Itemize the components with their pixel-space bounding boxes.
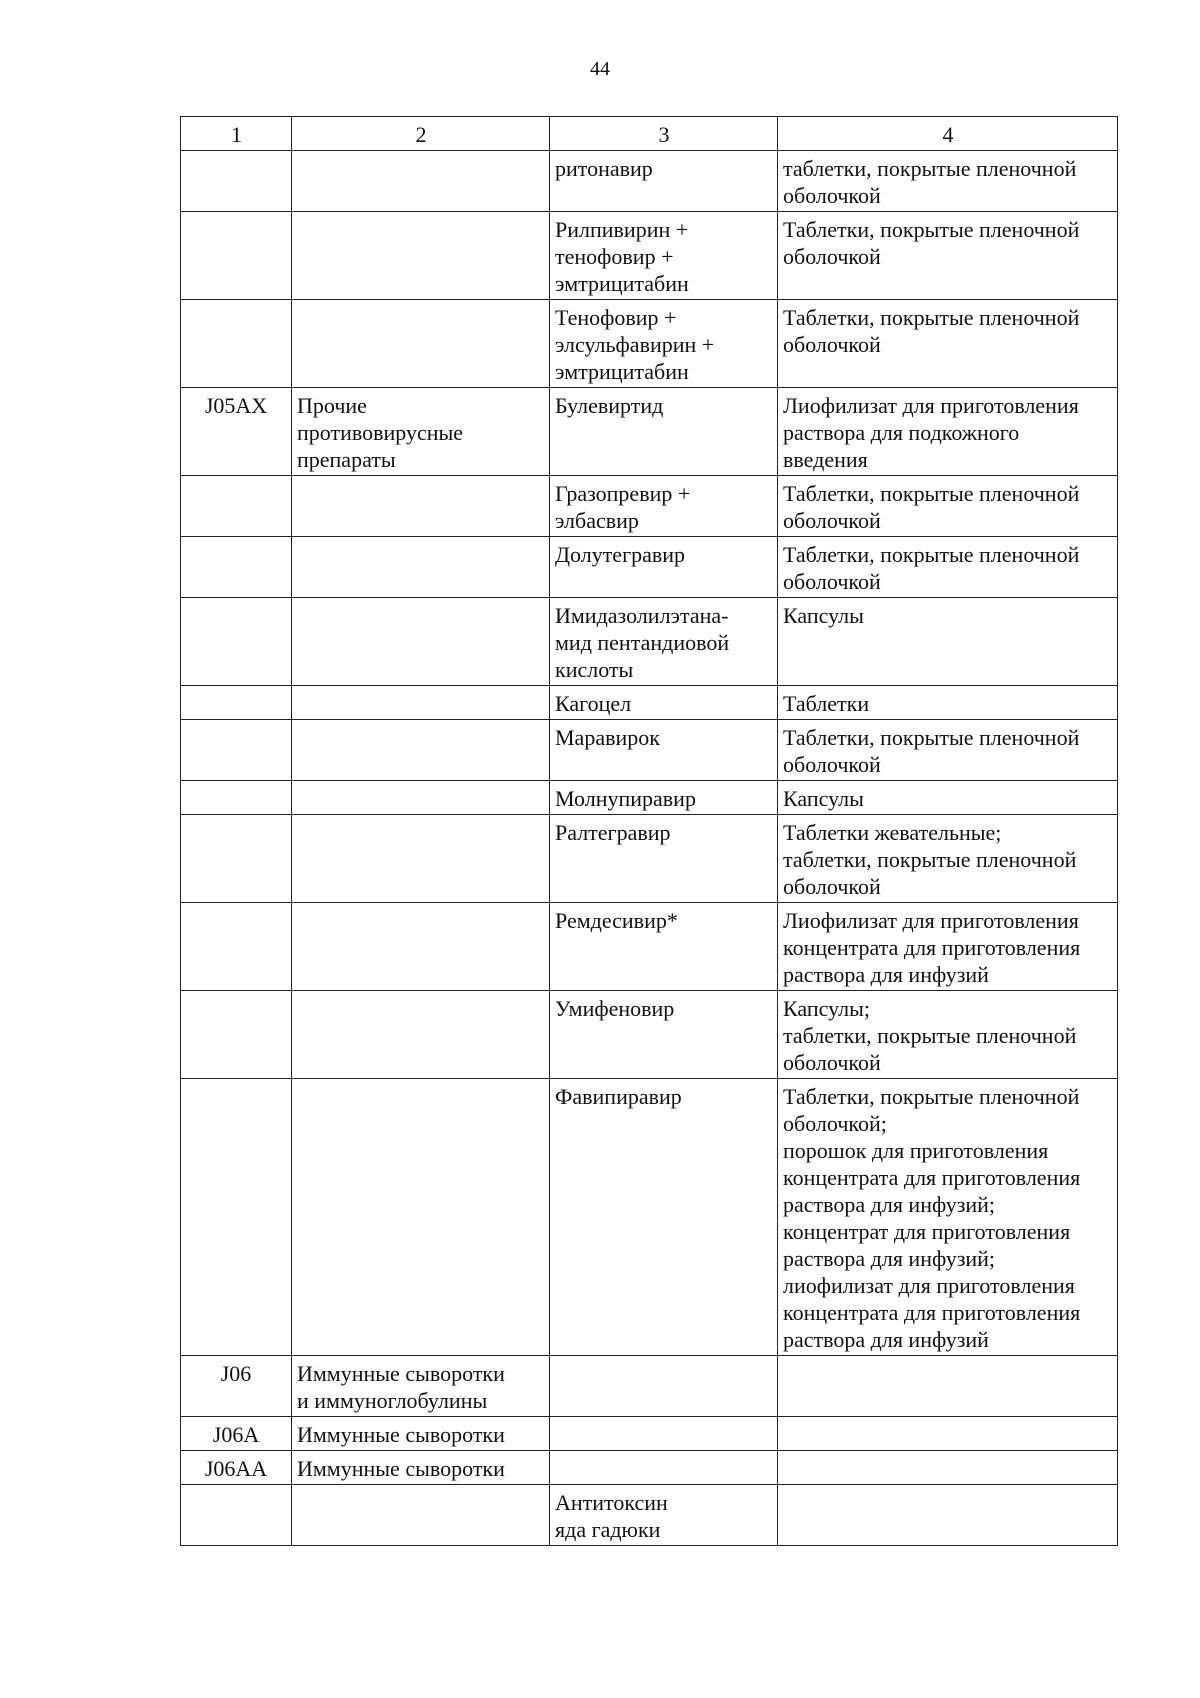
table-row	[181, 991, 1118, 1079]
drug-name-line: Имидазолилэтана-	[555, 603, 729, 628]
dosage-form-line: оболочкой	[783, 1050, 881, 1075]
atc-code-cell	[181, 903, 292, 991]
table-row	[181, 781, 1118, 815]
drug-name-cell	[550, 991, 778, 1079]
atc-code-cell	[181, 151, 292, 212]
dosage-form-cell	[778, 1079, 1118, 1356]
dosage-form-line: Таблетки, покрытые пленочной	[783, 542, 1080, 567]
pharmacological-group-cell	[292, 300, 550, 388]
table-row	[181, 300, 1118, 388]
pharmacological-group-cell	[292, 151, 550, 212]
pharmacological-group-cell	[292, 537, 550, 598]
drug-name-cell	[550, 1417, 778, 1451]
dosage-form-line: Таблетки, покрытые пленочной	[783, 725, 1080, 750]
drug-name-cell	[550, 598, 778, 686]
table-row	[181, 1079, 1118, 1356]
dosage-form-line: концентрат для приготовления	[783, 1219, 1071, 1244]
table-row	[181, 151, 1118, 212]
dosage-form-line: лиофилизат для приготовления	[783, 1273, 1075, 1298]
atc-code-cell	[181, 686, 292, 720]
table-body	[181, 151, 1118, 1546]
pharmacological-group-cell	[292, 598, 550, 686]
pharmacological-group-cell	[292, 1356, 550, 1417]
dosage-form-cell	[778, 598, 1118, 686]
drug-name-cell	[550, 537, 778, 598]
pharmacological-group-cell	[292, 1079, 550, 1356]
drug-name-cell	[550, 815, 778, 903]
atc-code-cell	[181, 991, 292, 1079]
drug-name-cell	[550, 388, 778, 476]
pharmacological-group-line: и иммуноглобулины	[297, 1388, 488, 1413]
drug-name-cell	[550, 1079, 778, 1356]
table-row	[181, 388, 1118, 476]
table-row	[181, 476, 1118, 537]
pharmacological-group-cell	[292, 476, 550, 537]
dosage-form-cell	[778, 388, 1118, 476]
atc-code-cell	[181, 300, 292, 388]
drug-name-line: эмтрицитабин	[555, 271, 689, 296]
dosage-form-line: оболочкой	[783, 508, 881, 533]
atc-code-cell	[181, 537, 292, 598]
dosage-form-line: раствора для инфузий;	[783, 1192, 996, 1217]
pharmacological-group-cell	[292, 903, 550, 991]
atc-code-cell	[181, 815, 292, 903]
dosage-form-line: таблетки, покрытые пленочной	[783, 156, 1077, 181]
dosage-form-line: оболочкой	[783, 183, 881, 208]
dosage-form-line: порошок для приготовления	[783, 1138, 1049, 1163]
pharmacological-group-line: Прочие	[297, 393, 367, 418]
table-row	[181, 1485, 1118, 1546]
drug-name-line: элбасвир	[555, 508, 639, 533]
dosage-form-line: раствора для инфузий;	[783, 1246, 996, 1271]
pharmacological-group-line: Иммунные сыворотки	[297, 1456, 505, 1481]
table-row	[181, 1417, 1118, 1451]
column-header-4: 4	[778, 117, 1118, 151]
drug-name-line: элсульфавирин +	[555, 332, 715, 357]
pharmacological-group-line: противовирусные	[297, 420, 464, 445]
dosage-form-cell	[778, 212, 1118, 300]
atc-code-cell: J06	[181, 1356, 292, 1417]
page-number: 44	[590, 58, 610, 80]
dosage-form-line: раствора для инфузий	[783, 962, 989, 987]
dosage-form-line: оболочкой	[783, 874, 881, 899]
dosage-form-cell	[778, 1485, 1118, 1546]
dosage-form-line: Капсулы;	[783, 996, 871, 1021]
pharmacological-group-cell	[292, 991, 550, 1079]
dosage-form-cell	[778, 537, 1118, 598]
dosage-form-line: оболочкой;	[783, 1111, 887, 1136]
dosage-form-line: таблетки, покрытые пленочной	[783, 847, 1077, 872]
dosage-form-line: Капсулы	[783, 786, 864, 811]
drug-name-cell	[550, 903, 778, 991]
drug-name-cell	[550, 476, 778, 537]
table-row	[181, 686, 1118, 720]
dosage-form-line: Лиофилизат для приготовления	[783, 908, 1079, 933]
drug-name-line: Антитоксин	[555, 1490, 668, 1515]
dosage-form-line: Капсулы	[783, 603, 864, 628]
dosage-form-cell	[778, 903, 1118, 991]
dosage-form-cell	[778, 476, 1118, 537]
dosage-form-cell	[778, 991, 1118, 1079]
dosage-form-line: введения	[783, 447, 868, 472]
drug-name-line: Тенофовир +	[555, 305, 677, 330]
column-header-3: 3	[550, 117, 778, 151]
atc-code-cell: J06AA	[181, 1451, 292, 1485]
dosage-form-line: оболочкой	[783, 244, 881, 269]
table-row	[181, 1356, 1118, 1417]
dosage-form-line: концентрата для приготовления	[783, 1165, 1081, 1190]
dosage-form-cell	[778, 720, 1118, 781]
pharmacological-group-cell	[292, 388, 550, 476]
drug-name-line: яда гадюки	[555, 1517, 661, 1542]
drug-name-cell	[550, 686, 778, 720]
dosage-form-line: таблетки, покрытые пленочной	[783, 1023, 1077, 1048]
dosage-form-cell	[778, 1451, 1118, 1485]
dosage-form-cell	[778, 1356, 1118, 1417]
dosage-form-cell	[778, 1417, 1118, 1451]
drug-name-line: Фавипиравир	[555, 1084, 682, 1109]
table-row	[181, 815, 1118, 903]
dosage-form-cell	[778, 151, 1118, 212]
drug-name-line: Кагоцел	[555, 691, 632, 716]
drug-name-line: ритонавир	[555, 156, 653, 181]
drug-name-line: Умифеновир	[555, 996, 675, 1021]
drug-name-line: Маравирок	[555, 725, 660, 750]
drug-name-cell	[550, 212, 778, 300]
header-row	[181, 117, 1118, 151]
drug-name-line: эмтрицитабин	[555, 359, 689, 384]
pharmacological-group-line: Иммунные сыворотки	[297, 1422, 505, 1447]
atc-code-cell	[181, 212, 292, 300]
table-row	[181, 537, 1118, 598]
drug-name-line: Ремдесивир*	[555, 908, 678, 933]
atc-code-cell	[181, 720, 292, 781]
pharmacological-group-cell	[292, 781, 550, 815]
pharmacological-group-cell	[292, 1451, 550, 1485]
pharmacological-group-cell	[292, 720, 550, 781]
drug-name-line: мид пентандиовой	[555, 630, 730, 655]
dosage-form-line: Таблетки жевательные;	[783, 820, 1002, 845]
dosage-form-line: Лиофилизат для приготовления	[783, 393, 1079, 418]
dosage-form-line: оболочкой	[783, 752, 881, 777]
drug-name-cell	[550, 151, 778, 212]
atc-code-cell	[181, 598, 292, 686]
table-row	[181, 598, 1118, 686]
dosage-form-cell	[778, 781, 1118, 815]
drug-name-cell	[550, 720, 778, 781]
drug-name-line: Рилпивирин +	[555, 217, 689, 242]
atc-code-cell	[181, 781, 292, 815]
dosage-form-line: концентрата для приготовления	[783, 935, 1081, 960]
atc-code-cell: J05AX	[181, 388, 292, 476]
dosage-form-line: оболочкой	[783, 332, 881, 357]
pharmacological-group-line: препараты	[297, 447, 396, 472]
atc-code-cell	[181, 1485, 292, 1546]
drug-name-line: Гразопревир +	[555, 481, 691, 506]
dosage-form-line: концентрата для приготовления	[783, 1300, 1081, 1325]
dosage-form-line: раствора для инфузий	[783, 1327, 989, 1352]
dosage-form-line: Таблетки	[783, 691, 870, 716]
table-row	[181, 720, 1118, 781]
pharmacological-group-line: Иммунные сыворотки	[297, 1361, 505, 1386]
dosage-form-line: оболочкой	[783, 569, 881, 594]
pharmacological-group-cell	[292, 212, 550, 300]
pharmacological-group-cell	[292, 1417, 550, 1451]
drug-name-line: Булевиртид	[555, 393, 664, 418]
dosage-form-line: Таблетки, покрытые пленочной	[783, 305, 1080, 330]
dosage-form-line: Таблетки, покрытые пленочной	[783, 481, 1080, 506]
table-row	[181, 903, 1118, 991]
dosage-form-cell	[778, 686, 1118, 720]
drug-name-line: Ралтегравир	[555, 820, 671, 845]
dosage-form-line: Таблетки, покрытые пленочной	[783, 1084, 1080, 1109]
drug-name-cell	[550, 1356, 778, 1417]
drug-name-line: тенофовир +	[555, 244, 674, 269]
column-header-2: 2	[292, 117, 550, 151]
atc-code-cell	[181, 1079, 292, 1356]
dosage-form-cell	[778, 300, 1118, 388]
drug-name-line: Молнупиравир	[555, 786, 696, 811]
drug-name-cell	[550, 1485, 778, 1546]
dosage-form-line: раствора для подкожного	[783, 420, 1020, 445]
atc-code-cell	[181, 476, 292, 537]
drug-name-cell	[550, 1451, 778, 1485]
pharmacological-group-cell	[292, 686, 550, 720]
pharmacological-group-cell	[292, 1485, 550, 1546]
column-header-1: 1	[181, 117, 292, 151]
drug-name-line: Долутегравир	[555, 542, 686, 567]
table-header	[181, 117, 1118, 151]
dosage-form-cell	[778, 815, 1118, 903]
atc-code-cell: J06A	[181, 1417, 292, 1451]
table-row	[181, 1451, 1118, 1485]
drug-table	[180, 116, 1118, 1546]
dosage-form-line: Таблетки, покрытые пленочной	[783, 217, 1080, 242]
pharmacological-group-cell	[292, 815, 550, 903]
table-row	[181, 212, 1118, 300]
drug-name-line: кислоты	[555, 657, 634, 682]
drug-name-cell	[550, 300, 778, 388]
drug-name-cell	[550, 781, 778, 815]
